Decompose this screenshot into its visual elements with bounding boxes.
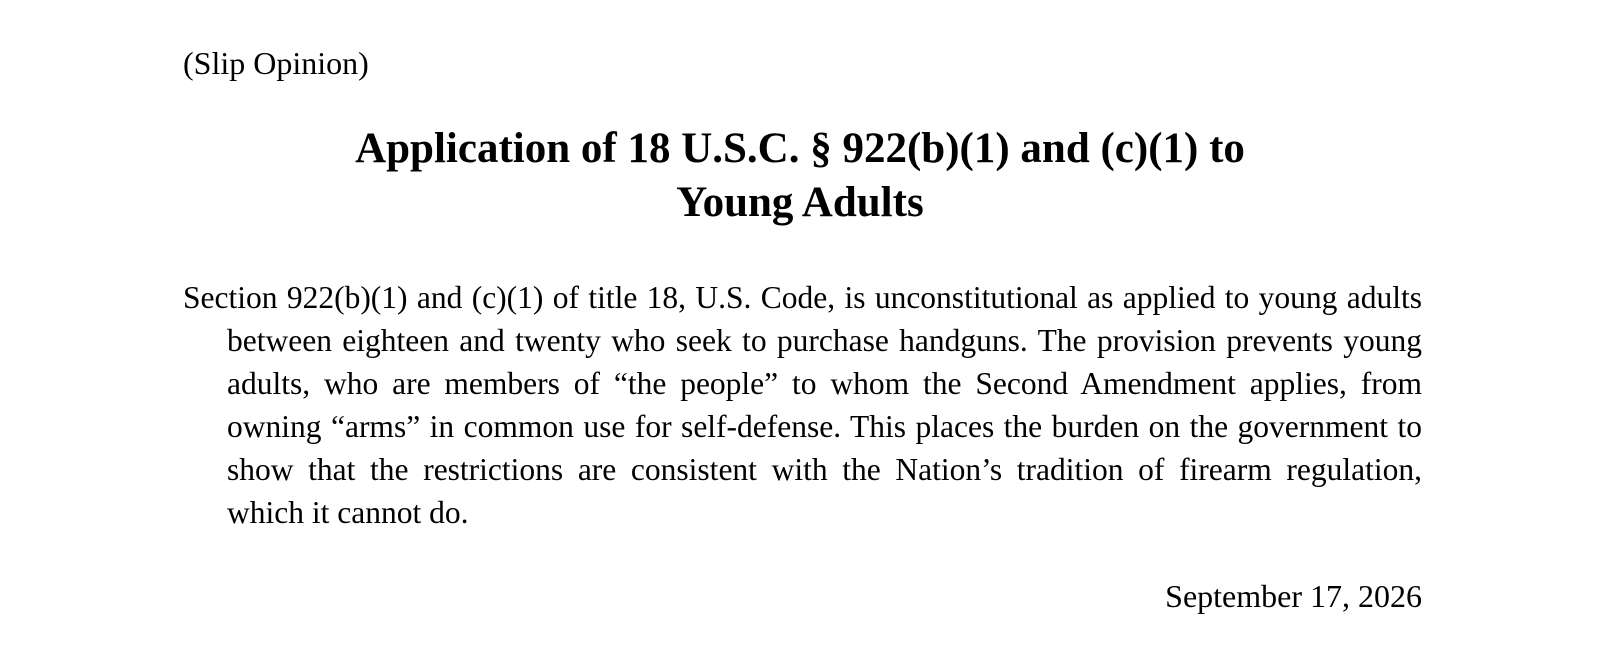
summary-paragraph: Section 922(b)(1) and (c)(1) of title 18, U.S. Code, is unconstitutional as applied to young adults between eighteen and twenty who seek to purchase handguns. The provision prevents young adults, who are members of “the people” to whom the Second Amendment applies, from owning “arms” in common use for self-defense. This places the burden on the government to show that the restrictions are consistent with the Nation’s tradition of firearm regulation, which it cannot do. (183, 280, 1422, 530)
slip-opinion-label: (Slip Opinion) (183, 45, 369, 81)
opinion-date: September 17, 2026 (1165, 578, 1422, 614)
document-title (200, 122, 1400, 230)
title-line-2: Young Adults (676, 179, 924, 226)
title-line-1: Application of 18 U.S.C. § 922(b)(1) and (c)(1) to (355, 125, 1245, 172)
